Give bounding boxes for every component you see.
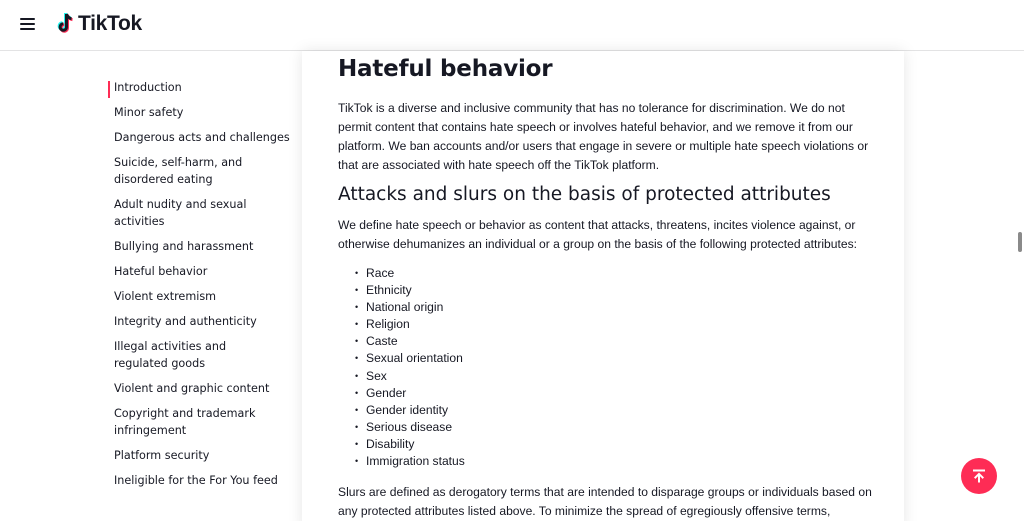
list-item: • Caste — [338, 333, 878, 350]
list-item: • Ethnicity — [338, 282, 878, 299]
hamburger-menu-icon[interactable] — [20, 18, 35, 31]
list-item: • Sex — [338, 368, 878, 385]
page-title: Hateful behavior — [338, 56, 553, 82]
sidebar-item-violent-graphic[interactable]: Violent and graphic content — [114, 382, 270, 395]
sidebar-item-illegal-activities[interactable]: Illegal activities and regulated goods — [114, 340, 227, 370]
sidebar-item-introduction[interactable]: Introduction — [108, 79, 298, 96]
sidebar-item-dangerous-acts[interactable]: Dangerous acts and challenges — [114, 131, 290, 144]
sidebar-item-integrity[interactable]: Integrity and authenticity — [114, 315, 257, 328]
sidebar-item-violent-extremism[interactable]: Violent extremism — [114, 290, 217, 303]
list-item: • Race — [338, 265, 878, 282]
list-item: • Sexual orientation — [338, 350, 878, 367]
sidebar-item-bullying[interactable]: Bullying and harassment — [114, 240, 254, 253]
brand-name: TikTok — [78, 12, 142, 35]
sidebar-item-minor-safety[interactable]: Minor safety — [114, 106, 184, 119]
sidebar-item-ineligible-fyf[interactable]: Ineligible for the For You feed — [114, 474, 278, 487]
list-item: • National origin — [338, 299, 878, 316]
tiktok-logo[interactable] — [55, 12, 142, 36]
list-item: • Immigration status — [338, 453, 878, 470]
article-content — [338, 56, 878, 521]
sidebar-item-hateful-behavior[interactable]: Hateful behavior — [114, 265, 208, 278]
sidebar-item-adult-nudity[interactable]: Adult nudity and sexual activities — [114, 198, 247, 228]
section-heading: Attacks and slurs on the basis of protected attributes — [338, 184, 831, 205]
list-item: • Disability — [338, 436, 878, 453]
list-item: • Serious disease — [338, 419, 878, 436]
list-item: • Religion — [338, 316, 878, 333]
list-item: • Gender identity — [338, 402, 878, 419]
list-item: • Gender — [338, 385, 878, 402]
arrow-up-to-top-icon — [972, 469, 986, 483]
definition-paragraph: We define hate speech or behavior as content that attacks, threatens, incites violence against, or otherwise dehumanizes an individual or a group on the basis of the following protected attributes: — [338, 218, 858, 251]
scrollbar-thumb[interactable] — [1018, 232, 1022, 252]
guidelines-sidebar-nav — [108, 76, 298, 489]
top-header — [0, 0, 1024, 51]
slurs-paragraph: Slurs are defined as derogatory terms that are intended to disparage groups or individuals based on any protected attributes listed above. To minimize the spread of egregiously offensive terms, — [338, 485, 872, 519]
intro-paragraph: TikTok is a diverse and inclusive community that has no tolerance for discrimination. We do not permit content that contains hate speech or involves hateful behavior, and we remove it from our platform. We ban accounts and/or users that engage in severe or multiple hate speech violations or that are associated with hate speech off the TikTok platform. — [338, 101, 869, 172]
tiktok-note-icon — [55, 13, 75, 35]
protected-attributes-list — [338, 265, 878, 470]
sidebar-item-platform-security[interactable]: Platform security — [114, 449, 210, 462]
sidebar-item-suicide-self-harm[interactable]: Suicide, self-harm, and disordered eating — [114, 156, 243, 186]
sidebar-item-copyright[interactable]: Copyright and trademark infringement — [114, 407, 256, 437]
back-to-top-button[interactable] — [961, 458, 997, 494]
